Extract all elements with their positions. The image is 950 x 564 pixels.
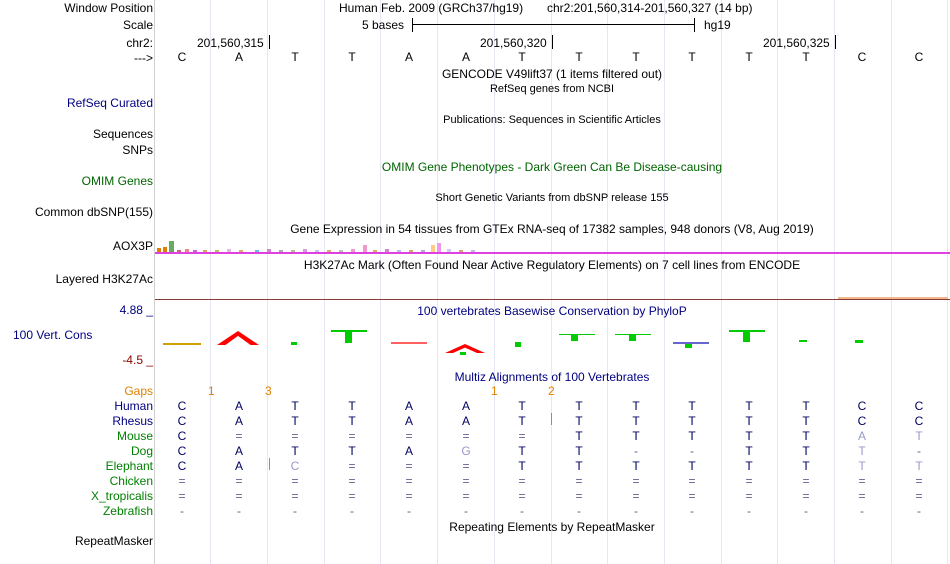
alignment-base: T xyxy=(632,429,640,443)
alignment-base: = xyxy=(462,459,470,473)
alignment-base: C xyxy=(914,399,924,413)
omim-track-label[interactable]: OMIM Genes xyxy=(81,174,153,188)
alignment-base: = xyxy=(405,459,413,473)
snps-track-label[interactable]: SNPs xyxy=(122,143,153,157)
alignment-base: C xyxy=(857,414,867,428)
chrom-label: chr2: xyxy=(126,36,153,50)
strand-arrow-label: ---> xyxy=(134,51,153,65)
base-letter: T xyxy=(291,50,299,64)
grid-line xyxy=(210,0,211,564)
alignment-base: = xyxy=(235,474,243,488)
pubs-track-title[interactable]: Publications: Sequences in Scientific Articles xyxy=(443,114,661,126)
alignment-base: T xyxy=(915,459,923,473)
alignment-base: - xyxy=(180,504,184,518)
alignment-base: = xyxy=(518,429,526,443)
alignment-base: = xyxy=(858,474,866,488)
alignment-base: A xyxy=(461,399,470,413)
alignment-base: T xyxy=(291,444,299,458)
alignment-base: = xyxy=(291,474,299,488)
alignment-base: T xyxy=(745,459,753,473)
rmsk-track-label[interactable]: RepeatMasker xyxy=(74,534,153,548)
gtex-expression-bars[interactable] xyxy=(155,238,485,252)
alignment-base: - xyxy=(747,504,751,518)
alignment-base: = xyxy=(291,489,299,503)
alignment-base: T xyxy=(688,414,696,428)
alignment-base: C xyxy=(177,459,187,473)
base-letter: T xyxy=(518,50,526,64)
alignment-base: C xyxy=(177,399,187,413)
base-letter: T xyxy=(802,50,810,64)
gencode-track-title[interactable]: GENCODE V49lift37 (1 items filtered out) xyxy=(441,67,663,81)
grid-line xyxy=(664,0,665,564)
base-letter: T xyxy=(745,50,753,64)
species-label[interactable]: Chicken xyxy=(109,474,153,488)
gap-count: 1 xyxy=(208,384,215,398)
alignment-base: = xyxy=(348,474,356,488)
alignment-base: A xyxy=(234,399,243,413)
phylop-track-label[interactable]: 100 Vert. Cons xyxy=(13,328,93,342)
grid-line xyxy=(267,0,268,564)
alignment-base: T xyxy=(291,399,299,413)
alignment-base: - xyxy=(690,504,694,518)
alignment-base: T xyxy=(802,414,810,428)
alignment-base: = xyxy=(348,489,356,503)
grid-line xyxy=(947,0,948,564)
position-text: chr2:201,560,314-201,560,327 (14 bp) xyxy=(547,1,753,15)
alignment-base: T xyxy=(688,429,696,443)
alignment-base: = xyxy=(802,474,810,488)
ruler-tick xyxy=(835,35,836,49)
alignment-base: = xyxy=(632,489,640,503)
alignment-base: - xyxy=(577,504,581,518)
species-label[interactable]: Human xyxy=(114,399,153,413)
alignment-base: - xyxy=(293,504,297,518)
dbsnp-track-label[interactable]: Common dbSNP(155) xyxy=(34,205,153,219)
alignment-base: T xyxy=(802,444,810,458)
alignment-base: T xyxy=(802,399,810,413)
alignment-base: = xyxy=(688,489,696,503)
alignment-base: T xyxy=(745,414,753,428)
h3k27ac-signal xyxy=(838,297,948,299)
alignment-base: = xyxy=(688,474,696,488)
alignment-base: - xyxy=(237,504,241,518)
alignment-base: = xyxy=(575,474,583,488)
alignment-base: - xyxy=(804,504,808,518)
gtex-gene-label[interactable]: AOX3P xyxy=(112,239,153,253)
alignment-base: T xyxy=(518,399,526,413)
alignment-base: = xyxy=(802,489,810,503)
insertion-marker xyxy=(269,458,270,470)
db-name: hg19 xyxy=(704,18,731,32)
grid-line xyxy=(777,0,778,564)
insertion-marker xyxy=(551,413,552,425)
species-label[interactable]: X_tropicalis xyxy=(90,489,153,503)
h3k27ac-track-title[interactable]: H3K27Ac Mark (Often Found Near Active Regulatory Elements) on 7 cell lines from ENCODE xyxy=(303,258,801,272)
base-letter: C xyxy=(177,50,187,64)
base-sequence-row xyxy=(0,50,950,64)
phylop-track-title[interactable]: 100 vertebrates Basewise Conservation by PhyloP xyxy=(417,304,687,318)
alignment-base: T xyxy=(291,414,299,428)
alignment-base: = xyxy=(518,474,526,488)
alignment-base: - xyxy=(690,444,694,458)
alignment-base: T xyxy=(915,429,923,443)
alignment-base: = xyxy=(462,474,470,488)
alignment-base: = xyxy=(291,429,299,443)
h3k27ac-baseline xyxy=(155,299,950,300)
alignment-base: C xyxy=(177,444,187,458)
gtex-baseline xyxy=(155,252,950,254)
gtex-track-title[interactable]: Gene Expression in 54 tissues from GTEx RNA-seq of 17382 samples, 948 donors (V8, Aug 2019) xyxy=(290,222,814,236)
base-letter: T xyxy=(348,50,356,64)
alignment-base: T xyxy=(688,399,696,413)
alignment-base: = xyxy=(178,474,186,488)
alignment-base: = xyxy=(462,429,470,443)
grid-line xyxy=(721,0,722,564)
label-separator xyxy=(154,0,155,564)
alignment-base: T xyxy=(745,444,753,458)
alignment-base: A xyxy=(404,399,413,413)
alignment-base: - xyxy=(860,504,864,518)
alignment-base: C xyxy=(177,429,187,443)
dbsnp-track-title[interactable]: Short Genetic Variants from dbSNP release 155 xyxy=(435,192,669,204)
alignment-base: = xyxy=(405,489,413,503)
alignment-base: A xyxy=(857,429,866,443)
multiz-track-title[interactable]: Multiz Alignments of 100 Vertebrates xyxy=(454,370,650,384)
alignment-base: A xyxy=(234,414,243,428)
grid-line xyxy=(437,0,438,564)
alignment-base: = xyxy=(632,474,640,488)
alignment-base: = xyxy=(462,489,470,503)
species-label[interactable]: Mouse xyxy=(116,429,153,443)
alignment-base: - xyxy=(634,504,638,518)
base-letter: A xyxy=(234,50,243,64)
alignment-base: = xyxy=(575,489,583,503)
alignment-base: = xyxy=(518,489,526,503)
alignment-base: T xyxy=(575,444,583,458)
alignment-base: - xyxy=(407,504,411,518)
alignment-base: T xyxy=(745,399,753,413)
alignment-base: G xyxy=(461,444,471,458)
base-letter: A xyxy=(404,50,413,64)
alignment-base: = xyxy=(405,429,413,443)
base-letter: T xyxy=(688,50,696,64)
sequences-track-label[interactable]: Sequences xyxy=(92,127,153,141)
alignment-base: T xyxy=(688,459,696,473)
alignment-base: A xyxy=(404,414,413,428)
alignment-base: C xyxy=(177,414,187,428)
window-position-label: Window Position xyxy=(64,1,153,15)
alignment-base: T xyxy=(348,414,356,428)
alignment-base: - xyxy=(464,504,468,518)
grid-line xyxy=(891,0,892,564)
alignment-base: C xyxy=(290,459,300,473)
species-label[interactable]: Zebrafish xyxy=(102,504,153,518)
scale-bar xyxy=(412,18,695,32)
phylop-signal[interactable] xyxy=(155,322,950,362)
alignment-base: - xyxy=(917,504,921,518)
ruler-tick-label: 201,560,320 xyxy=(480,36,547,50)
alignment-base: T xyxy=(575,414,583,428)
alignment-base: = xyxy=(235,489,243,503)
base-letter: C xyxy=(914,50,924,64)
species-label[interactable]: Dog xyxy=(130,444,153,458)
alignment-base: T xyxy=(348,399,356,413)
alignment-base: - xyxy=(350,504,354,518)
alignment-base: - xyxy=(917,444,921,458)
scale-label: Scale xyxy=(122,18,153,32)
ruler-tick xyxy=(269,35,270,49)
alignment-base: T xyxy=(858,459,866,473)
omim-track-title[interactable]: OMIM Gene Phenotypes - Dark Green Can Be Disease-causing xyxy=(381,160,723,174)
grid-line xyxy=(834,0,835,564)
alignment-base: = xyxy=(178,489,186,503)
alignment-base: T xyxy=(632,414,640,428)
alignment-base: A xyxy=(404,444,413,458)
alignment-base: - xyxy=(520,504,524,518)
base-letter: T xyxy=(632,50,640,64)
alignment-base: = xyxy=(858,489,866,503)
alignment-base: T xyxy=(575,459,583,473)
alignment-base: T xyxy=(575,429,583,443)
phylop-min-label: -4.5 _ xyxy=(122,353,153,367)
base-letter: A xyxy=(461,50,470,64)
h3k27ac-track-label[interactable]: Layered H3K27Ac xyxy=(55,272,153,286)
alignment-base: T xyxy=(518,459,526,473)
ruler-tick-label: 201,560,315 xyxy=(197,36,264,50)
alignment-base: A xyxy=(234,459,243,473)
alignment-base: = xyxy=(915,489,923,503)
ruler-tick xyxy=(552,35,553,49)
alignment-base: C xyxy=(914,414,924,428)
refseq-track-label[interactable]: RefSeq Curated xyxy=(66,96,153,110)
alignment-base: T xyxy=(802,459,810,473)
alignment-base: T xyxy=(632,399,640,413)
alignment-base: = xyxy=(348,429,356,443)
alignment-base: = xyxy=(745,474,753,488)
species-label[interactable]: Elephant xyxy=(105,459,153,473)
grid-line xyxy=(380,0,381,564)
gaps-label: Gaps xyxy=(124,384,153,398)
alignment-base: T xyxy=(802,429,810,443)
gap-count: 1 xyxy=(491,384,498,398)
alignment-base: T xyxy=(518,444,526,458)
alignment-base: = xyxy=(745,489,753,503)
alignment-base: T xyxy=(348,444,356,458)
alignment-base: T xyxy=(858,444,866,458)
rmsk-track-title[interactable]: Repeating Elements by RepeatMasker xyxy=(449,520,655,534)
grid-line xyxy=(324,0,325,564)
alignment-base: = xyxy=(235,429,243,443)
refseq-track-title[interactable]: RefSeq genes from NCBI xyxy=(489,83,615,95)
assembly-name: Human Feb. 2009 (GRCh37/hg19) xyxy=(339,1,524,15)
base-letter: T xyxy=(575,50,583,64)
alignment-base: A xyxy=(461,414,470,428)
gap-count: 2 xyxy=(548,384,555,398)
alignment-base: - xyxy=(634,444,638,458)
alignment-base: = xyxy=(348,459,356,473)
ruler-tick-label: 201,560,325 xyxy=(763,36,830,50)
base-letter: C xyxy=(857,50,867,64)
gap-count: 3 xyxy=(265,384,272,398)
alignment-base: T xyxy=(518,414,526,428)
alignment-base: T xyxy=(575,399,583,413)
alignment-base: C xyxy=(857,399,867,413)
alignment-base: A xyxy=(234,444,243,458)
scale-text: 5 bases xyxy=(362,18,405,32)
alignment-base: T xyxy=(632,459,640,473)
phylop-max-label: 4.88 _ xyxy=(119,303,153,317)
alignment-base: = xyxy=(915,474,923,488)
alignment-base: T xyxy=(745,429,753,443)
species-label[interactable]: Rhesus xyxy=(112,414,153,428)
alignment-base: = xyxy=(405,474,413,488)
